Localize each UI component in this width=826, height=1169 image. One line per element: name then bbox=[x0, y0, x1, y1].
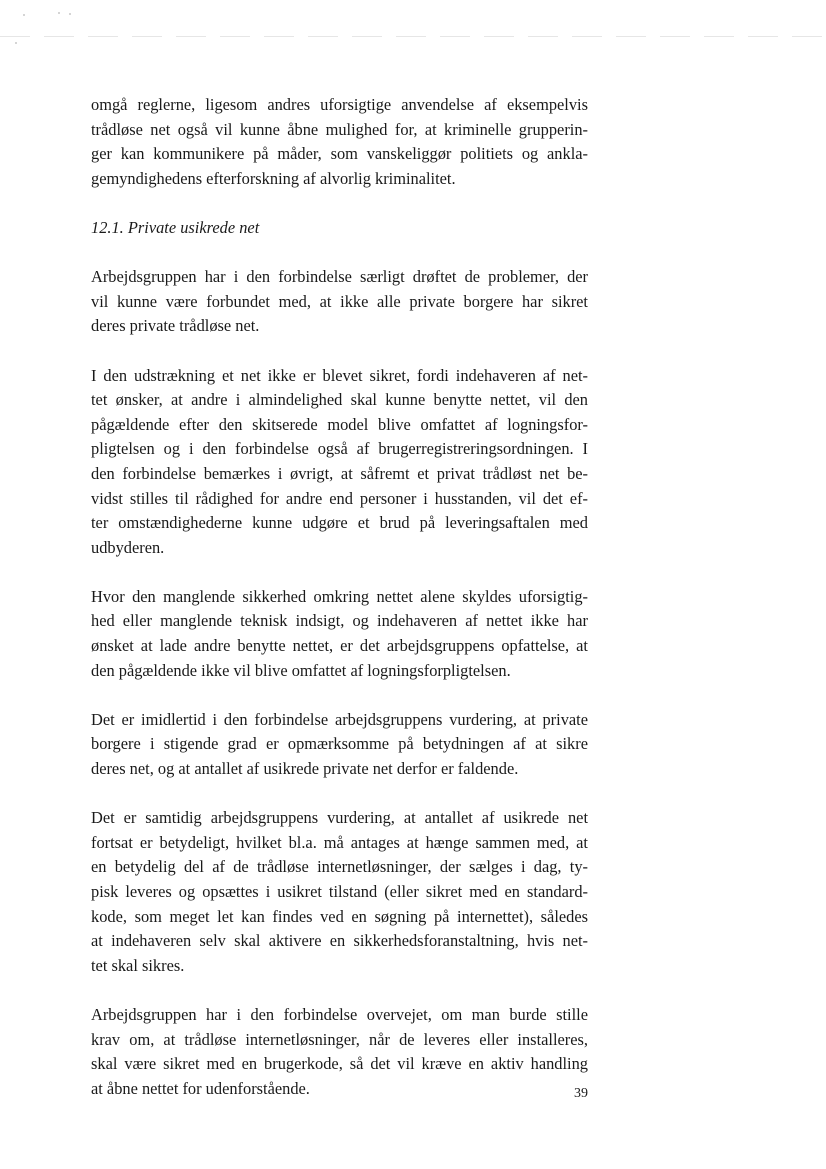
text-line: borgere i stigende grad er opmærksomme på betydningen af at sikre bbox=[91, 734, 588, 754]
text-line: pligtelsen og i den forbindelse også af brugerregistreringsordningen. I bbox=[91, 439, 588, 459]
text-line: udbyderen. bbox=[91, 537, 165, 557]
paragraph bbox=[91, 806, 588, 978]
scan-speck bbox=[69, 13, 71, 15]
text-line: Arbejdsgruppen har i den forbindelse overvejet, om man burde stille bbox=[91, 1004, 588, 1024]
text-line: Det er imidlertid i den forbindelse arbejdsgruppens vurdering, at private bbox=[91, 709, 588, 729]
page-body bbox=[91, 93, 588, 1126]
text-line: skal være sikret med en brugerkode, så det vil kræve en aktiv handling bbox=[91, 1054, 588, 1074]
paragraph bbox=[91, 364, 588, 561]
text-line: vidst stilles til rådighed for andre end personer i husstanden, vil det ef- bbox=[91, 488, 588, 508]
text-line: deres net, og at antallet af usikrede private net derfor er faldende. bbox=[91, 759, 519, 779]
text-line: deres private trådløse net. bbox=[91, 316, 260, 336]
scan-header-line bbox=[0, 36, 826, 37]
text-line: pågældende efter den skitserede model blive omfattet af logningsfor- bbox=[91, 414, 588, 434]
scan-speck bbox=[15, 42, 17, 44]
text-line: at indehaveren selv skal aktivere en sikkerhedsforanstaltning, hvis net- bbox=[91, 931, 588, 951]
text-line: at åbne nettet for udenforstående. bbox=[91, 1078, 310, 1098]
text-line: en betydelig del af de trådløse internetløsninger, der sælges i dag, ty- bbox=[91, 857, 588, 877]
text-line: tet skal sikres. bbox=[91, 955, 185, 975]
text-line: vil kunne være forbundet med, at ikke alle private borgere har sikret bbox=[91, 291, 588, 311]
paragraph bbox=[91, 708, 588, 782]
text-line: den forbindelse bemærkes i øvrigt, at såfremt et privat trådløst net be- bbox=[91, 463, 588, 483]
paragraph-intro bbox=[91, 93, 588, 191]
paragraph bbox=[91, 585, 588, 683]
text-line: pisk leveres og opsættes i usikret tilstand (eller sikret med en standard- bbox=[91, 882, 588, 901]
text-line: gemyndighedens efterforskning af alvorlig kriminalitet. bbox=[91, 168, 456, 188]
text-line: Hvor den manglende sikkerhed omkring nettet alene skyldes uforsigtig- bbox=[91, 586, 588, 606]
text-line: fortsat er betydeligt, hvilket bl.a. må antages at hænge sammen med, at bbox=[91, 832, 588, 852]
text-line: ter omstændighederne kunne udgøre et brud på leveringsaftalen med bbox=[91, 513, 588, 533]
text-line: I den udstrækning et net ikke er blevet sikret, fordi indehaveren af net- bbox=[91, 365, 588, 385]
paragraph bbox=[91, 265, 588, 339]
text-line: tet ønsker, at andre i almindelighed skal kunne benytte nettet, vil den bbox=[91, 390, 588, 410]
paragraph bbox=[91, 1003, 588, 1101]
text-line: kode, som meget let kan findes ved en søgning på internettet), således bbox=[91, 906, 588, 926]
text-line: hed eller manglende teknisk indsigt, og indehaveren af nettet ikke har bbox=[91, 611, 588, 631]
text-line: Det er samtidig arbejdsgruppens vurdering, at antallet af usikrede net bbox=[91, 808, 588, 828]
text-line: trådløse net også vil kunne åbne mulighed for, at kriminelle grupperin- bbox=[91, 119, 588, 139]
scan-speck bbox=[23, 14, 25, 16]
text-line: ger kan kommunikere på måder, som vanskeliggør politiets og ankla- bbox=[91, 144, 588, 164]
text-line: den pågældende ikke vil blive omfattet af logningsforpligtelsen. bbox=[91, 660, 511, 680]
scan-speck bbox=[58, 12, 60, 14]
text-line: omgå reglerne, ligesom andres uforsigtige anvendelse af eksempelvis bbox=[91, 95, 588, 114]
text-line: krav om, at trådløse internetløsninger, når de leveres eller installeres, bbox=[91, 1029, 588, 1049]
section-heading: 12.1. Private usikrede net bbox=[91, 217, 260, 237]
text-line: Arbejdsgruppen har i den forbindelse særligt drøftet de problemer, der bbox=[91, 267, 588, 287]
page-number: 39 bbox=[574, 1086, 588, 1101]
text-line: ønsket at lade andre benytte nettet, er det arbejdsgruppens opfattelse, at bbox=[91, 636, 588, 656]
